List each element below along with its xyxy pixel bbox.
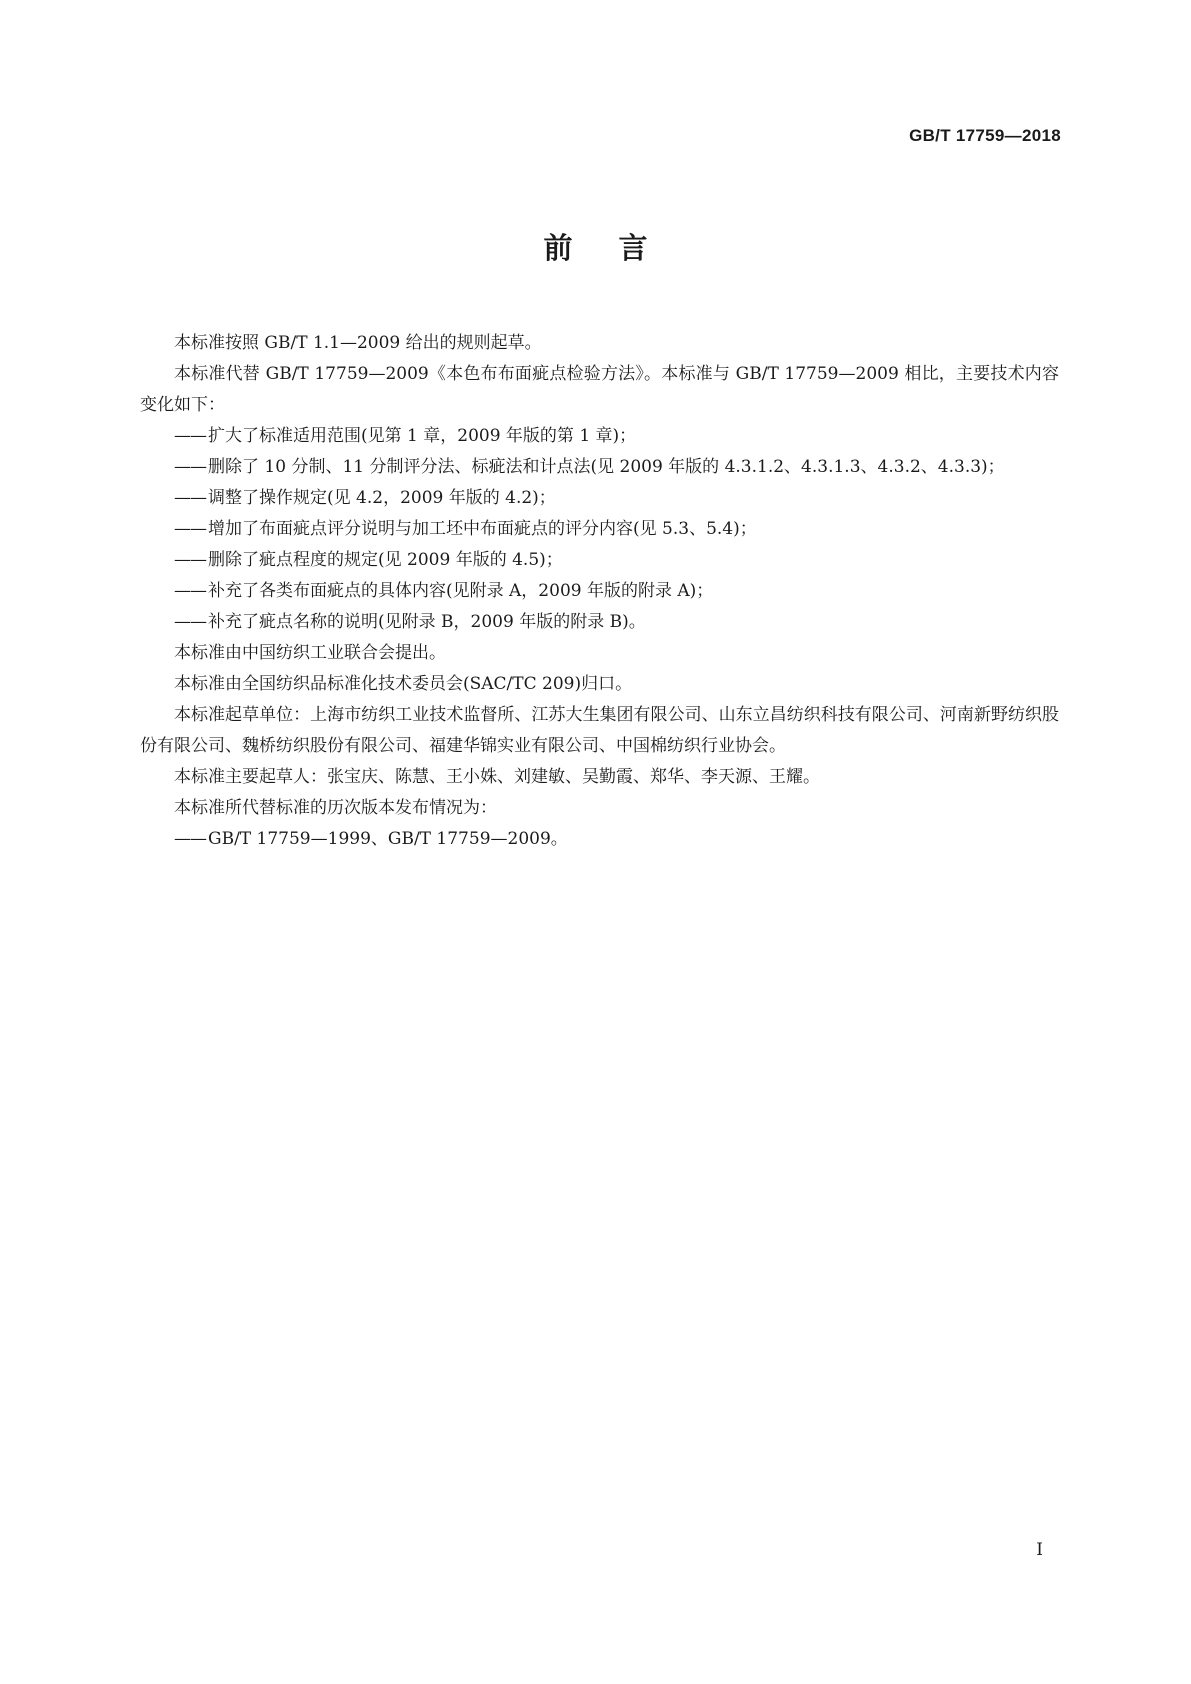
list-item (140, 452, 1059, 483)
page-title: 前言 (543, 231, 694, 265)
dash-marker: —— (174, 612, 206, 632)
list-item-text: 补充了疵点名称的说明(见附录 B，2009 年版的附录 B)。 (208, 612, 646, 632)
dash-marker: —— (174, 829, 206, 849)
dash-marker: —— (174, 550, 206, 570)
paragraph-drafters: 本标准主要起草人：张宝庆、陈慧、王小姝、刘建敏、吴勤霞、郑华、李天源、王耀。 (174, 767, 820, 787)
paragraph-version-history: 本标准所代替标准的历次版本发布情况为： (174, 798, 497, 818)
document-body (140, 328, 1059, 855)
changes-list (140, 421, 1059, 638)
list-item-text: 删除了 10 分制、11 分制评分法、标疵法和计点法(见 2009 年版的 4.3.1.2、4.3.1.3、4.3.2、4.3.3)； (208, 457, 1005, 477)
dash-marker: —— (174, 457, 206, 477)
dash-marker: —— (174, 488, 206, 508)
paragraph-drafting-units: 本标准起草单位：上海市纺织工业技术监督所、江苏大生集团有限公司、山东立昌纺织科技有限公司、河南新野纺织股份有限公司、魏桥纺织股份有限公司、福建华锦实业有限公司、中国棉纺织行业协会。 (140, 705, 1059, 756)
page-number: I (1036, 1540, 1043, 1560)
dash-marker: —— (174, 581, 206, 601)
dash-marker: —— (174, 426, 206, 446)
list-item (140, 824, 1059, 855)
list-item (140, 576, 1059, 607)
history-list (140, 824, 1059, 855)
list-item (140, 483, 1059, 514)
list-item (140, 421, 1059, 452)
paragraph-replaces-standard: 本标准代替 GB/T 17759—2009《本色布布面疵点检验方法》。本标准与 GB/T 17759—2009 相比，主要技术内容变化如下： (140, 364, 1059, 415)
list-item (140, 545, 1059, 576)
paragraph-administered-by: 本标准由全国纺织品标准化技术委员会(SAC/TC 209)归口。 (174, 674, 633, 694)
list-item (140, 607, 1059, 638)
list-item-text: 删除了疵点程度的规定(见 2009 年版的 4.5)； (208, 550, 563, 570)
list-item-text: 调整了操作规定(见 4.2，2009 年版的 4.2)； (208, 488, 556, 508)
list-item-text: 补充了各类布面疵点的具体内容(见附录 A，2009 年版的附录 A)； (208, 581, 714, 601)
standard-code: GB/T 17759—2018 (909, 126, 1061, 145)
paragraph-drafting-rules: 本标准按照 GB/T 1.1—2009 给出的规则起草。 (174, 333, 542, 353)
list-item (140, 514, 1059, 545)
list-item-text: 增加了布面疵点评分说明与加工坯中布面疵点的评分内容(见 5.3、5.4)； (208, 519, 757, 539)
list-item-text: 扩大了标准适用范围(见第 1 章，2009 年版的第 1 章)； (208, 426, 637, 446)
list-item-text: GB/T 17759—1999、GB/T 17759—2009。 (208, 829, 568, 849)
dash-marker: —— (174, 519, 206, 539)
paragraph-proposed-by: 本标准由中国纺织工业联合会提出。 (174, 643, 446, 663)
